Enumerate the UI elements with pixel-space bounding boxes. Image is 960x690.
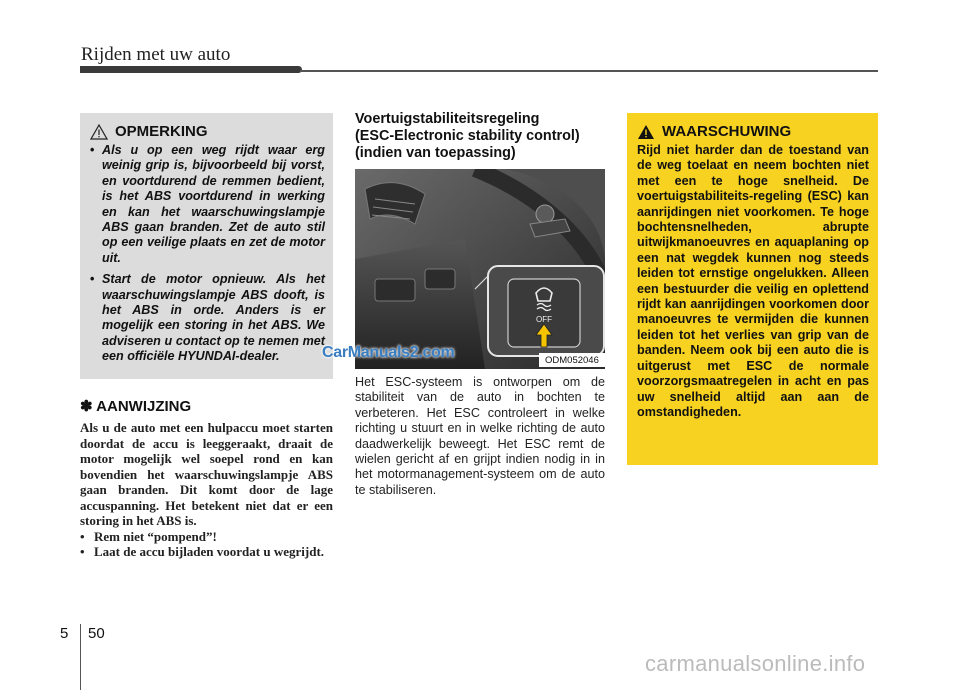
tip-item: • Rem niet “pompend”! [80,529,333,545]
caution-triangle-icon [90,124,108,140]
note-item: • Als u op een weg rijdt waar erg weinig grip is, bijvoorbeeld bij vorst, en voortdurend de remmen bedient, is het ABS voortdurend in werking en kan het waarschuwingslampje ABS gaan branden. Zet de auto stil op een veilige plaats en zet de motor uit. [90,143,325,266]
esc-heading-line: (ESC-Electronic stability control) [355,128,580,144]
note-title-row [90,123,325,140]
note-item: • Start de motor opnieuw. Als het waarschuwingslampje ABS dooft, is het ABS in orde. Anders is er mogelijk een storing in het ABS. We adviseren u contact op te nemen met een officiële HYUNDAI-dealer. [90,272,325,364]
warning-triangle-icon [637,124,655,140]
note-box [80,113,333,379]
esc-dashboard-illustration [355,169,605,369]
tip-list [80,529,333,560]
esc-heading-line: Voertuigstabiliteitsregeling [355,111,540,127]
esc-heading [355,111,605,162]
tip-paragraph: Als u de auto met een hulpaccu moet starten doordat de accu is leeggeraakt, draait de motor mogelijk wel soepel rond en kan bovendien het waarschuwingslampje ABS gaan branden. Dit komt door de lage accuspanning. Het betekent niet dat er een storing in het ABS is. [80,420,333,528]
dashboard-drawing [355,169,605,369]
esc-off-label: OFF [536,315,552,324]
page-title: Rijden met uw auto [81,44,231,65]
warning-title: WAARSCHUWING [662,123,792,140]
note-title: OPMERKING [115,123,208,140]
warning-title-row [637,123,869,140]
page-number: 50 [88,625,105,642]
image-code: ODM052046 [545,355,599,366]
warning-body: Rijd niet harder dan de toestand van de weg toelaat en neem bochten niet met een te hoge snelheid. De voertuigstabiliteits-regeling (ESC) kan aanrijdingen niet voorkomen. Te hoge bochtensnelheden, abrupte uitwijkmanoeuvres en aquaplaning op een nat wegdek kunnen nog steeds leiden tot ernstige ongelukken. Alleen een bestuurder die veilig en oplettend rijdt kan aanrijdingen voorkomen door manoeuvres te vermijden die kunnen leiden tot het verlies van grip van de banden. Neem ook bij een auto die is uitgerust met ESC de normale voorzorgsmaatregelen in acht en pas uw snelheid altijd aan aan de omstandigheden. [637,143,869,419]
header-rule-thin [300,70,878,72]
esc-heading-line: (indien van toepassing) [355,145,516,161]
watermark-carmanuals2: CarManuals2.com [322,344,455,361]
footer-divider [80,624,81,690]
tip-item: • Laat de accu bijladen voordat u wegrijdt. [80,544,333,560]
warning-box [627,113,878,465]
note-list [90,143,325,365]
section-number: 5 [60,625,69,642]
tip-body [80,420,333,560]
tip-title: ✽ AANWIJZING [80,398,192,415]
watermark-carmanualsonline: carmanualsonline.info [645,651,866,676]
esc-body-text: Het ESC-systeem is ontworpen om de stabiliteit van de auto in bochten te verbeteren. Het ESC controleert in welke richting u stuurt en in welke richting de auto daadwerkelijk beweegt. Het ESC remt de wielen gericht af en grijpt indien nodig in in het motormanagement-systeem om de auto te stabiliseren. [355,375,605,497]
header-rule-thick [80,66,302,73]
